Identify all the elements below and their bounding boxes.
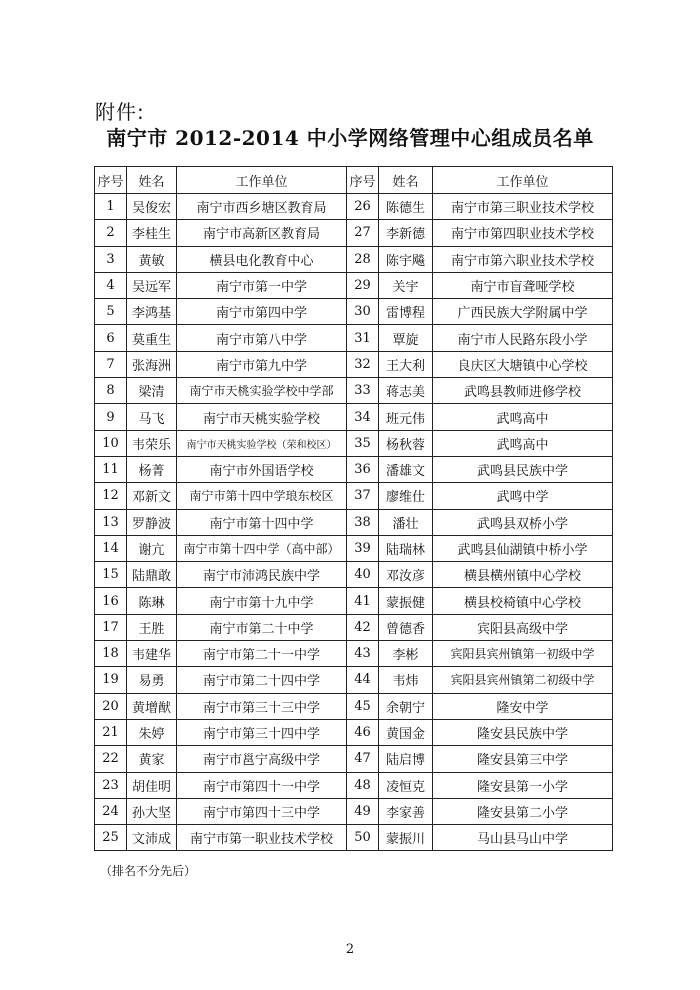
cell-name: 朱婷	[127, 719, 177, 745]
cell-name: 陈宇飚	[379, 246, 433, 272]
cell-no: 1	[95, 194, 127, 220]
cell-name: 王大利	[379, 351, 433, 377]
cell-unit: 南宁市第一职业技术学校	[177, 825, 347, 851]
cell-name: 凌恒克	[379, 772, 433, 798]
cell-unit: 南宁市高新区教育局	[177, 220, 347, 246]
cell-unit: 南宁市第十九中学	[177, 588, 347, 614]
cell-no: 30	[347, 299, 379, 325]
cell-name: 吴俊宏	[127, 194, 177, 220]
table-row	[95, 220, 613, 246]
cell-name: 廖维仕	[379, 483, 433, 509]
cell-unit: 武鸣县教师进修学校	[433, 378, 613, 404]
cell-no: 16	[95, 588, 127, 614]
table-row	[95, 378, 613, 404]
table-row	[95, 246, 613, 272]
cell-unit: 南宁市第二十四中学	[177, 667, 347, 693]
cell-no: 49	[347, 798, 379, 824]
cell-unit: 武鸣高中	[433, 430, 613, 456]
cell-no: 44	[347, 667, 379, 693]
table-row	[95, 430, 613, 456]
cell-no: 14	[95, 535, 127, 561]
cell-no: 17	[95, 614, 127, 640]
cell-no: 11	[95, 456, 127, 482]
cell-no: 18	[95, 641, 127, 667]
cell-unit: 武鸣高中	[433, 404, 613, 430]
cell-name: 邓新文	[127, 483, 177, 509]
cell-unit: 南宁市盲聋哑学校	[433, 272, 613, 298]
cell-unit: 横县电化教育中心	[177, 246, 347, 272]
table-body	[95, 194, 613, 851]
cell-unit: 南宁市人民路东段小学	[433, 325, 613, 351]
cell-unit: 南宁市第三职业技术学校	[433, 194, 613, 220]
attachment-label: 附件:	[95, 100, 145, 124]
cell-name: 李家善	[379, 798, 433, 824]
cell-name: 罗静波	[127, 509, 177, 535]
cell-no: 32	[347, 351, 379, 377]
cell-unit: 隆安中学	[433, 693, 613, 719]
cell-name: 韦建华	[127, 641, 177, 667]
table-row	[95, 641, 613, 667]
cell-name: 李鸿基	[127, 299, 177, 325]
cell-name: 文沛成	[127, 825, 177, 851]
cell-unit: 武鸣县仙湖镇中桥小学	[433, 535, 613, 561]
cell-no: 8	[95, 378, 127, 404]
cell-unit: 南宁市第十四中学	[177, 509, 347, 535]
cell-no: 39	[347, 535, 379, 561]
header-no: 序号	[347, 167, 379, 194]
cell-no: 19	[95, 667, 127, 693]
cell-name: 李桂生	[127, 220, 177, 246]
cell-name: 陈琳	[127, 588, 177, 614]
cell-no: 25	[95, 825, 127, 851]
cell-name: 陈德生	[379, 194, 433, 220]
table-row	[95, 325, 613, 351]
cell-name: 蒋志美	[379, 378, 433, 404]
cell-name: 黄敏	[127, 246, 177, 272]
table-row	[95, 667, 613, 693]
cell-name: 马飞	[127, 404, 177, 430]
cell-name: 余朝宁	[379, 693, 433, 719]
cell-unit: 宾阳县宾州镇第二初级中学	[433, 667, 613, 693]
cell-no: 13	[95, 509, 127, 535]
cell-name: 胡佳明	[127, 772, 177, 798]
cell-unit: 横县校椅镇中心学校	[433, 588, 613, 614]
cell-no: 9	[95, 404, 127, 430]
table-row	[95, 825, 613, 851]
cell-unit: 广西民族大学附属中学	[433, 299, 613, 325]
cell-unit: 南宁市第四十一中学	[177, 772, 347, 798]
table-header-row	[95, 167, 613, 194]
cell-name: 蒙振健	[379, 588, 433, 614]
cell-name: 邓汝彦	[379, 562, 433, 588]
table-row	[95, 535, 613, 561]
cell-unit: 南宁市第八中学	[177, 325, 347, 351]
cell-no: 36	[347, 456, 379, 482]
cell-unit: 武鸣中学	[433, 483, 613, 509]
cell-no: 37	[347, 483, 379, 509]
cell-name: 王胜	[127, 614, 177, 640]
cell-name: 易勇	[127, 667, 177, 693]
cell-no: 15	[95, 562, 127, 588]
cell-no: 22	[95, 746, 127, 772]
cell-unit: 马山县马山中学	[433, 825, 613, 851]
cell-unit: 南宁市天桃实验学校中学部	[177, 378, 347, 404]
cell-name: 覃旋	[379, 325, 433, 351]
table-row	[95, 483, 613, 509]
table-row	[95, 404, 613, 430]
page-number: 2	[345, 942, 355, 957]
cell-name: 班元伟	[379, 404, 433, 430]
cell-no: 2	[95, 220, 127, 246]
cell-name: 黄家	[127, 746, 177, 772]
cell-name: 李彬	[379, 641, 433, 667]
cell-unit: 南宁市第十四中学（高中部）	[177, 535, 347, 561]
cell-no: 45	[347, 693, 379, 719]
cell-name: 韦荣乐	[127, 430, 177, 456]
cell-unit: 南宁市天桃实验学校（荣和校区）	[177, 430, 347, 456]
cell-no: 24	[95, 798, 127, 824]
cell-unit: 南宁市沛鸿民族中学	[177, 562, 347, 588]
table-row	[95, 693, 613, 719]
cell-name: 杨秋蓉	[379, 430, 433, 456]
cell-no: 42	[347, 614, 379, 640]
cell-unit: 武鸣县民族中学	[433, 456, 613, 482]
cell-name: 陆瑞林	[379, 535, 433, 561]
cell-no: 5	[95, 299, 127, 325]
table-row	[95, 772, 613, 798]
header-no: 序号	[95, 167, 127, 194]
cell-no: 7	[95, 351, 127, 377]
cell-no: 43	[347, 641, 379, 667]
cell-name: 莫重生	[127, 325, 177, 351]
cell-unit: 隆安县第二小学	[433, 798, 613, 824]
cell-no: 27	[347, 220, 379, 246]
table-row	[95, 614, 613, 640]
cell-unit: 南宁市外国语学校	[177, 456, 347, 482]
cell-no: 3	[95, 246, 127, 272]
cell-name: 潘雄文	[379, 456, 433, 482]
cell-unit: 南宁市第四中学	[177, 299, 347, 325]
cell-no: 28	[347, 246, 379, 272]
table-row	[95, 562, 613, 588]
ranking-note: （排名不分先后）	[100, 864, 197, 878]
cell-unit: 南宁市第一中学	[177, 272, 347, 298]
cell-name: 陆启博	[379, 746, 433, 772]
table-row	[95, 351, 613, 377]
cell-name: 梁清	[127, 378, 177, 404]
cell-no: 35	[347, 430, 379, 456]
cell-no: 4	[95, 272, 127, 298]
cell-unit: 南宁市第三十四中学	[177, 719, 347, 745]
table-row	[95, 194, 613, 220]
cell-unit: 南宁市第四职业技术学校	[433, 220, 613, 246]
cell-no: 48	[347, 772, 379, 798]
cell-unit: 南宁市邕宁高级中学	[177, 746, 347, 772]
document-title: 南宁市 2012-2014 中小学网络管理中心组成员名单	[106, 126, 594, 150]
cell-no: 10	[95, 430, 127, 456]
cell-name: 谢亢	[127, 535, 177, 561]
cell-unit: 南宁市第二十中学	[177, 614, 347, 640]
cell-unit: 南宁市第六职业技术学校	[433, 246, 613, 272]
cell-name: 雷博程	[379, 299, 433, 325]
table-row	[95, 299, 613, 325]
cell-no: 50	[347, 825, 379, 851]
cell-name: 陆鼎敢	[127, 562, 177, 588]
cell-name: 杨菁	[127, 456, 177, 482]
cell-name: 韦炜	[379, 667, 433, 693]
header-unit: 工作单位	[177, 167, 347, 194]
cell-no: 6	[95, 325, 127, 351]
cell-unit: 隆安县民族中学	[433, 719, 613, 745]
cell-no: 34	[347, 404, 379, 430]
cell-no: 31	[347, 325, 379, 351]
cell-unit: 南宁市第三十三中学	[177, 693, 347, 719]
cell-no: 33	[347, 378, 379, 404]
table-row	[95, 509, 613, 535]
cell-unit: 横县横州镇中心学校	[433, 562, 613, 588]
cell-name: 黄国金	[379, 719, 433, 745]
cell-name: 黄增猷	[127, 693, 177, 719]
member-roster-table	[94, 166, 613, 851]
cell-no: 12	[95, 483, 127, 509]
table-row	[95, 456, 613, 482]
cell-name: 关宇	[379, 272, 433, 298]
cell-unit: 南宁市天桃实验学校	[177, 404, 347, 430]
cell-unit: 南宁市第十四中学琅东校区	[177, 483, 347, 509]
cell-unit: 隆安县第三中学	[433, 746, 613, 772]
cell-unit: 南宁市第二十一中学	[177, 641, 347, 667]
cell-unit: 武鸣县双桥小学	[433, 509, 613, 535]
table-row	[95, 719, 613, 745]
cell-name: 张海洲	[127, 351, 177, 377]
cell-unit: 南宁市第九中学	[177, 351, 347, 377]
cell-name: 潘壮	[379, 509, 433, 535]
cell-no: 29	[347, 272, 379, 298]
cell-unit: 南宁市西乡塘区教育局	[177, 194, 347, 220]
cell-no: 47	[347, 746, 379, 772]
cell-name: 李新德	[379, 220, 433, 246]
cell-no: 20	[95, 693, 127, 719]
cell-name: 蒙振川	[379, 825, 433, 851]
cell-no: 46	[347, 719, 379, 745]
table-row	[95, 588, 613, 614]
cell-unit: 良庆区大塘镇中心学校	[433, 351, 613, 377]
table-row	[95, 272, 613, 298]
cell-no: 23	[95, 772, 127, 798]
cell-no: 41	[347, 588, 379, 614]
cell-name: 曾德香	[379, 614, 433, 640]
cell-no: 26	[347, 194, 379, 220]
cell-no: 21	[95, 719, 127, 745]
header-unit: 工作单位	[433, 167, 613, 194]
cell-name: 吴远军	[127, 272, 177, 298]
cell-unit: 宾阳县宾州镇第一初级中学	[433, 641, 613, 667]
cell-name: 孙大坚	[127, 798, 177, 824]
header-name: 姓名	[379, 167, 433, 194]
cell-unit: 宾阳县高级中学	[433, 614, 613, 640]
cell-no: 40	[347, 562, 379, 588]
table-row	[95, 798, 613, 824]
cell-no: 38	[347, 509, 379, 535]
header-name: 姓名	[127, 167, 177, 194]
table-row	[95, 746, 613, 772]
cell-unit: 南宁市第四十三中学	[177, 798, 347, 824]
cell-unit: 隆安县第一小学	[433, 772, 613, 798]
